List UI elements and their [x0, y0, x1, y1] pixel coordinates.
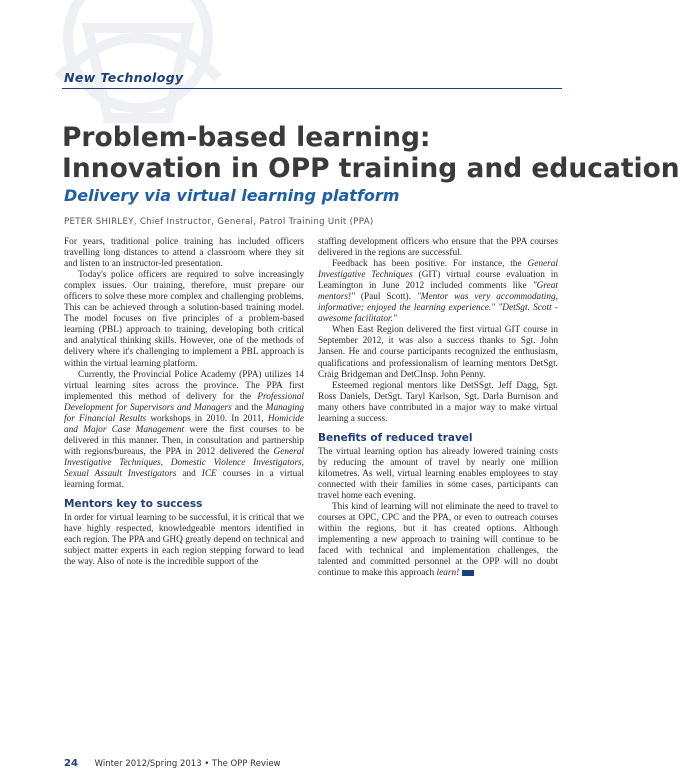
section-label: New Technology — [64, 70, 184, 85]
course-name: General Investigative Techniques — [318, 259, 558, 281]
right-column — [318, 237, 558, 579]
text-run: Currently, the Provincial Police Academy (PPA) utilizes 14 virtual learning sites across the province. The PPA first implemented this method of delivery for the — [64, 369, 304, 402]
course-name: ICE — [201, 468, 217, 479]
paragraph — [64, 370, 304, 492]
course-name: Professional Development for Supervisors and Managers — [64, 391, 304, 413]
paragraph: In order for virtual learning to be successful, it is critical that we have highly respected, knowledgeable mentors identified in each region. The PPA and GHQ greatly depend on technical and subject matter experts in each region stepping forward to lead the way. Also of note is the incredible support of the — [64, 513, 304, 568]
author-byline: PETER SHIRLEY, Chief Instructor, General, Patrol Training Unit (PPA) — [64, 217, 374, 227]
text-run: (GIT) virtual course evaluation in Leamington in June 2012 included comments like — [318, 270, 558, 292]
text-run: (Paul Scott). — [354, 292, 417, 303]
emphasis: learn! — [436, 568, 460, 579]
paragraph: staffing development officers who ensure that the PPA courses delivered in the regions are successful. — [318, 237, 558, 259]
course-name: General Investigative Techniques, Domestic Violence Investigators, Sexual Assault Investigators — [64, 446, 304, 479]
quote: "Mentor was very accommodating, informative; enjoyed the learning experience." "DetSgt. Scott - awesome facilitator." — [318, 292, 558, 325]
paragraph: When East Region delivered the first virtual GIT course in September 2012, it was also a success thanks to Sgt. John Jansen. He and course participants recognized the enthusiasm, qualifications and professionalism of learning mentors DetSgt. Craig Bridgeman and DetCInsp. John Penny. — [318, 325, 558, 380]
text-run: were the first courses to be delivered in this manner. Then, in consultation and partnership with regions/bureaus, the PPA in 2012 delivered the — [64, 424, 305, 457]
paragraph — [318, 259, 558, 325]
paragraph: The virtual learning option has already lowered training costs by reducing the amount of travel by nearly one million kilometres. As well, virtual learning enables employees to stay connected with their families in some cases, participants can travel home each evening. — [318, 446, 558, 502]
page-number: 24 — [64, 758, 78, 769]
paragraph: Today's police officers are required to solve increasingly complex issues. Our training, therefore, must prepare our officers to solve these more complex and challenging problems. This can be achieved through a solution-based training model. The model focuses on five principles of a problem-based learning (PBL) approach to training, developing both critical and analytical thinking skills. However, one of the methods of delivery where it's challenging to implement a PBL approach is within the virtual learning platform. — [64, 270, 304, 369]
text-run: and — [176, 468, 202, 479]
paragraph: Esteemed regional mentors like DetSSgt. Jeff Dagg, Sgt. Ross Daniels, DetSgt. Taryl Karlson, Sgt. Darla Burnison and many others have contributed in a major way to make virtual learning a success. — [318, 380, 558, 424]
paragraph — [318, 502, 558, 579]
text-run: workshops in 2010. In 2011, — [146, 413, 268, 424]
course-name: Homicide and Major Case Management — [64, 413, 304, 435]
text-run: courses in a virtual learning format. — [64, 468, 304, 491]
title-line-1: Problem-based learning: — [62, 122, 431, 153]
article-title — [62, 122, 680, 184]
text-run: Feedback has been positive. For instance, the — [332, 259, 528, 270]
text-run: This kind of learning will not eliminate the need to travel to courses at OPC, CPC and the PPA, or even to outreach courses within the regions, but it has created options. Although implementing a new approach to training will continue to be faced with technical and implementation challenges, the talented and committed personnel at the OPP will no doubt continue to make this approach — [318, 502, 558, 579]
title-line-2: Innovation in OPP training and education — [62, 153, 680, 184]
issue-info: Winter 2012/Spring 2013 • The OPP Review — [94, 759, 281, 769]
article-subtitle: Delivery via virtual learning platform — [64, 186, 400, 205]
section-heading: Benefits of reduced travel — [318, 431, 473, 444]
section-divider — [62, 88, 562, 89]
course-name: Managing for Financial Results — [64, 402, 304, 424]
page-footer — [64, 758, 281, 769]
paragraph: For years, traditional police training has included officers travelling long distances to attend a classroom where they sit and listen to an instructor-led presentation. — [64, 237, 304, 270]
section-heading: Mentors key to success — [64, 498, 203, 511]
end-mark-icon — [462, 570, 474, 576]
quote: "Great mentors!" — [318, 281, 558, 303]
left-column — [64, 237, 304, 568]
text-run: and the — [231, 402, 266, 413]
